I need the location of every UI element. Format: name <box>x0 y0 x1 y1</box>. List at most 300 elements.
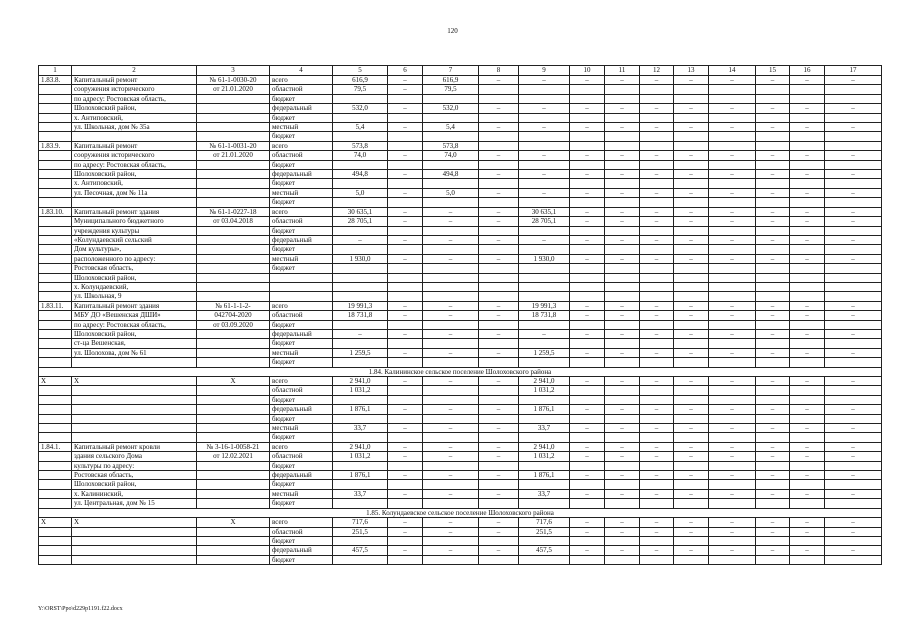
table-row <box>39 76 882 85</box>
permit-number <box>197 414 270 423</box>
amount-cell <box>570 395 605 404</box>
amount-cell <box>640 320 674 329</box>
amount-cell <box>479 292 519 301</box>
amount-cell <box>519 94 570 103</box>
amount-cell: – <box>825 217 882 226</box>
amount-cell <box>825 85 882 94</box>
amount-cell <box>333 358 388 367</box>
amount-cell: – <box>570 518 605 527</box>
amount-cell <box>479 132 519 141</box>
amount-cell: – <box>640 123 674 132</box>
amount-cell: – <box>709 188 756 197</box>
amount-cell: – <box>756 188 790 197</box>
permit-number <box>197 489 270 498</box>
amount-cell: – <box>479 527 519 536</box>
amount-cell: – <box>423 471 479 480</box>
amount-cell: 33,7 <box>333 424 388 433</box>
amount-cell <box>640 85 674 94</box>
table-row <box>39 527 882 536</box>
amount-cell: 28 705,1 <box>333 217 388 226</box>
amount-cell <box>519 358 570 367</box>
amount-cell: – <box>790 424 825 433</box>
amount-cell <box>519 245 570 254</box>
amount-cell <box>570 245 605 254</box>
amount-cell: – <box>423 442 479 451</box>
item-description: ст-ца Вешенская, <box>72 339 197 348</box>
item-number <box>39 358 72 367</box>
budget-source: областной <box>270 311 333 320</box>
item-number: 1.83.11. <box>39 301 72 310</box>
amount-cell <box>333 395 388 404</box>
permit-number: от 03.09.2020 <box>197 320 270 329</box>
amount-cell: – <box>479 442 519 451</box>
amount-cell: – <box>479 424 519 433</box>
amount-cell <box>479 264 519 273</box>
amount-cell: – <box>388 405 423 414</box>
amount-cell: – <box>825 104 882 113</box>
item-number <box>39 320 72 329</box>
amount-cell <box>519 179 570 188</box>
permit-number <box>197 424 270 433</box>
table-row <box>39 433 882 442</box>
amount-cell: – <box>790 546 825 555</box>
amount-cell: – <box>674 170 709 179</box>
amount-cell: – <box>423 527 479 536</box>
amount-cell <box>479 386 519 395</box>
amount-cell <box>756 245 790 254</box>
amount-cell <box>519 536 570 545</box>
amount-cell: – <box>570 329 605 338</box>
item-description <box>72 527 197 536</box>
column-header: 9 <box>519 66 570 76</box>
amount-cell <box>570 85 605 94</box>
amount-cell <box>790 132 825 141</box>
amount-cell: – <box>756 471 790 480</box>
permit-number <box>197 94 270 103</box>
amount-cell <box>333 245 388 254</box>
amount-cell <box>790 141 825 150</box>
item-number: Х <box>39 518 72 527</box>
item-description <box>72 536 197 545</box>
item-description <box>72 546 197 555</box>
amount-cell <box>479 245 519 254</box>
amount-cell: – <box>388 301 423 310</box>
amount-cell <box>570 358 605 367</box>
budget-source: местный <box>270 188 333 197</box>
amount-cell <box>709 198 756 207</box>
table-row <box>39 329 882 338</box>
amount-cell: – <box>790 348 825 357</box>
amount-cell <box>423 245 479 254</box>
amount-cell <box>674 198 709 207</box>
amount-cell: – <box>423 329 479 338</box>
item-description: ул. Школьная, 9 <box>72 292 197 301</box>
amount-cell: – <box>756 329 790 338</box>
budget-source: бюджет <box>270 264 333 273</box>
table-row <box>39 85 882 94</box>
amount-cell <box>570 160 605 169</box>
item-number: 1.84.1. <box>39 442 72 451</box>
amount-cell: – <box>756 76 790 85</box>
table-row <box>39 405 882 414</box>
amount-cell <box>423 198 479 207</box>
item-description: Шолоховский район, <box>72 170 197 179</box>
amount-cell <box>423 499 479 508</box>
amount-cell <box>605 94 640 103</box>
amount-cell <box>825 480 882 489</box>
item-description: х. Антиповский, <box>72 179 197 188</box>
amount-cell <box>333 273 388 282</box>
amount-cell <box>709 414 756 423</box>
amount-cell <box>605 245 640 254</box>
permit-number: от 21.01.2020 <box>197 85 270 94</box>
amount-cell: – <box>756 123 790 132</box>
permit-number <box>197 405 270 414</box>
amount-cell <box>709 282 756 291</box>
section-title: 1.85. Колундаевское сельское поселение Шолоховского района <box>39 508 882 517</box>
amount-cell: – <box>519 104 570 113</box>
amount-cell: 1 876,1 <box>519 471 570 480</box>
amount-cell <box>674 273 709 282</box>
permit-number <box>197 499 270 508</box>
amount-cell <box>423 433 479 442</box>
budget-source: бюджет <box>270 339 333 348</box>
amount-cell <box>825 141 882 150</box>
item-number: 1.83.9. <box>39 141 72 150</box>
amount-cell: – <box>388 254 423 263</box>
amount-cell <box>570 94 605 103</box>
amount-cell <box>605 160 640 169</box>
amount-cell <box>790 85 825 94</box>
budget-source: всего <box>270 442 333 451</box>
amount-cell <box>709 94 756 103</box>
item-description: ул. Песочная, дом № 11а <box>72 188 197 197</box>
amount-cell: – <box>519 151 570 160</box>
amount-cell <box>709 433 756 442</box>
amount-cell <box>674 320 709 329</box>
amount-cell <box>423 179 479 188</box>
amount-cell <box>570 226 605 235</box>
amount-cell <box>333 179 388 188</box>
amount-cell <box>519 339 570 348</box>
amount-cell: – <box>479 217 519 226</box>
amount-cell <box>790 320 825 329</box>
table-row <box>39 282 882 291</box>
amount-cell <box>423 132 479 141</box>
amount-cell: – <box>756 546 790 555</box>
amount-cell: – <box>756 254 790 263</box>
amount-cell <box>825 461 882 470</box>
amount-cell <box>423 160 479 169</box>
amount-cell: – <box>756 527 790 536</box>
amount-cell <box>709 85 756 94</box>
amount-cell <box>790 94 825 103</box>
amount-cell <box>790 433 825 442</box>
amount-cell: – <box>674 405 709 414</box>
amount-cell <box>709 226 756 235</box>
budget-source: федеральный <box>270 235 333 244</box>
amount-cell <box>674 386 709 395</box>
item-description: сооружения исторического <box>72 151 197 160</box>
amount-cell: – <box>756 170 790 179</box>
budget-source: бюджет <box>270 179 333 188</box>
amount-cell: – <box>605 217 640 226</box>
amount-cell <box>388 264 423 273</box>
amount-cell <box>479 358 519 367</box>
amount-cell: 30 635,1 <box>519 207 570 216</box>
table-row <box>39 301 882 310</box>
amount-cell: – <box>605 527 640 536</box>
item-description: ул. Школьная, дом № 35а <box>72 123 197 132</box>
table-row <box>39 414 882 423</box>
amount-cell: – <box>479 518 519 527</box>
item-number <box>39 480 72 489</box>
amount-cell <box>756 160 790 169</box>
amount-cell <box>640 339 674 348</box>
item-number <box>39 433 72 442</box>
amount-cell: 5,0 <box>333 188 388 197</box>
amount-cell: 79,5 <box>423 85 479 94</box>
table-body <box>39 66 882 565</box>
amount-cell: – <box>519 76 570 85</box>
amount-cell: – <box>756 151 790 160</box>
amount-cell <box>709 264 756 273</box>
budget-source: областной <box>270 151 333 160</box>
amount-cell <box>423 94 479 103</box>
item-description <box>72 433 197 442</box>
permit-number: № 61-1-0227-18 <box>197 207 270 216</box>
amount-cell <box>479 536 519 545</box>
amount-cell: 18 731,8 <box>519 311 570 320</box>
item-description: Шолоховский район, <box>72 329 197 338</box>
item-number <box>39 151 72 160</box>
amount-cell <box>825 292 882 301</box>
amount-cell <box>388 160 423 169</box>
amount-cell: – <box>674 348 709 357</box>
amount-cell <box>519 141 570 150</box>
amount-cell <box>605 264 640 273</box>
amount-cell: – <box>825 471 882 480</box>
amount-cell: – <box>388 442 423 451</box>
amount-cell: – <box>605 76 640 85</box>
amount-cell: – <box>790 489 825 498</box>
amount-cell <box>570 292 605 301</box>
budget-source: бюджет <box>270 245 333 254</box>
amount-cell <box>640 273 674 282</box>
amount-cell: – <box>605 301 640 310</box>
item-number <box>39 235 72 244</box>
amount-cell <box>825 94 882 103</box>
amount-cell: – <box>640 207 674 216</box>
budget-source <box>270 273 333 282</box>
amount-cell: – <box>570 76 605 85</box>
amount-cell <box>605 433 640 442</box>
amount-cell: – <box>640 170 674 179</box>
amount-cell <box>640 292 674 301</box>
amount-cell <box>709 386 756 395</box>
column-header: 12 <box>640 66 674 76</box>
item-description <box>72 414 197 423</box>
amount-cell <box>790 386 825 395</box>
budget-source: местный <box>270 424 333 433</box>
amount-cell <box>640 536 674 545</box>
item-number <box>39 555 72 564</box>
amount-cell <box>519 160 570 169</box>
item-number <box>39 536 72 545</box>
table-row <box>39 141 882 150</box>
section-title: 1.84. Калининское сельское поселение Шолоховского района <box>39 367 882 376</box>
amount-cell: – <box>640 348 674 357</box>
table-row <box>39 170 882 179</box>
amount-cell <box>709 358 756 367</box>
amount-cell <box>640 480 674 489</box>
amount-cell <box>570 132 605 141</box>
amount-cell: – <box>640 452 674 461</box>
amount-cell <box>388 414 423 423</box>
amount-cell <box>825 113 882 122</box>
amount-cell <box>756 113 790 122</box>
amount-cell <box>790 113 825 122</box>
amount-cell <box>756 555 790 564</box>
amount-cell <box>333 226 388 235</box>
amount-cell <box>570 461 605 470</box>
amount-cell: – <box>570 348 605 357</box>
amount-cell: – <box>825 489 882 498</box>
table-row <box>39 123 882 132</box>
permit-number <box>197 386 270 395</box>
table-row <box>39 273 882 282</box>
amount-cell: – <box>790 405 825 414</box>
budget-source: бюджет <box>270 499 333 508</box>
budget-source: бюджет <box>270 226 333 235</box>
column-header: 4 <box>270 66 333 76</box>
amount-cell: – <box>790 377 825 386</box>
item-number: Х <box>39 377 72 386</box>
amount-cell <box>790 264 825 273</box>
amount-cell <box>709 141 756 150</box>
amount-cell: – <box>605 170 640 179</box>
budget-source: бюджет <box>270 461 333 470</box>
amount-cell <box>640 160 674 169</box>
item-number <box>39 226 72 235</box>
amount-cell <box>570 555 605 564</box>
amount-cell: – <box>388 311 423 320</box>
amount-cell <box>570 198 605 207</box>
amount-cell: – <box>790 188 825 197</box>
amount-cell: – <box>825 151 882 160</box>
amount-cell: – <box>423 424 479 433</box>
item-number <box>39 160 72 169</box>
amount-cell <box>423 113 479 122</box>
budget-source: областной <box>270 386 333 395</box>
column-header: 6 <box>388 66 423 76</box>
amount-cell: – <box>756 518 790 527</box>
amount-cell: – <box>756 348 790 357</box>
amount-cell: – <box>388 527 423 536</box>
budget-source: областной <box>270 527 333 536</box>
budget-source <box>270 282 333 291</box>
amount-cell <box>756 273 790 282</box>
amount-cell <box>605 386 640 395</box>
amount-cell: – <box>825 442 882 451</box>
amount-cell: – <box>709 170 756 179</box>
amount-cell <box>790 480 825 489</box>
amount-cell <box>519 264 570 273</box>
table-row <box>39 151 882 160</box>
budget-source: местный <box>270 348 333 357</box>
amount-cell <box>674 480 709 489</box>
amount-cell <box>479 414 519 423</box>
amount-cell <box>674 226 709 235</box>
amount-cell: – <box>756 217 790 226</box>
item-description: по адресу: Ростовская область, <box>72 320 197 329</box>
permit-number <box>197 433 270 442</box>
amount-cell: – <box>709 348 756 357</box>
budget-source: всего <box>270 141 333 150</box>
amount-cell: – <box>570 254 605 263</box>
item-description <box>72 198 197 207</box>
amount-cell: – <box>570 424 605 433</box>
budget-source: федеральный <box>270 405 333 414</box>
amount-cell <box>674 292 709 301</box>
amount-cell <box>674 433 709 442</box>
amount-cell <box>388 282 423 291</box>
amount-cell: – <box>674 217 709 226</box>
amount-cell: 532,0 <box>423 104 479 113</box>
amount-cell: – <box>388 188 423 197</box>
item-description: Ростовская область, <box>72 471 197 480</box>
permit-number <box>197 132 270 141</box>
table-row <box>39 348 882 357</box>
column-header: 16 <box>790 66 825 76</box>
item-description: Капитальный ремонт кровли <box>72 442 197 451</box>
amount-cell <box>605 282 640 291</box>
amount-cell: – <box>674 471 709 480</box>
amount-cell: – <box>790 104 825 113</box>
amount-cell: – <box>709 76 756 85</box>
amount-cell: – <box>825 301 882 310</box>
table-row <box>39 254 882 263</box>
budget-source: всего <box>270 207 333 216</box>
item-description: по адресу: Ростовская область, <box>72 160 197 169</box>
amount-cell: – <box>825 76 882 85</box>
table-row <box>39 555 882 564</box>
amount-cell: – <box>388 424 423 433</box>
table-row <box>39 518 882 527</box>
permit-number <box>197 471 270 480</box>
amount-cell <box>333 433 388 442</box>
amount-cell: – <box>709 207 756 216</box>
amount-cell <box>388 292 423 301</box>
amount-cell <box>640 113 674 122</box>
table-row <box>39 94 882 103</box>
amount-cell: – <box>709 452 756 461</box>
item-description: сооружения исторического <box>72 85 197 94</box>
amount-cell <box>570 499 605 508</box>
amount-cell: 74,0 <box>333 151 388 160</box>
budget-source: всего <box>270 301 333 310</box>
amount-cell: 616,9 <box>333 76 388 85</box>
amount-cell: – <box>519 188 570 197</box>
amount-cell: – <box>640 188 674 197</box>
amount-cell: – <box>790 76 825 85</box>
amount-cell <box>709 480 756 489</box>
amount-cell: – <box>709 424 756 433</box>
amount-cell <box>674 132 709 141</box>
amount-cell: – <box>570 405 605 414</box>
budget-source: бюджет <box>270 555 333 564</box>
amount-cell <box>756 282 790 291</box>
